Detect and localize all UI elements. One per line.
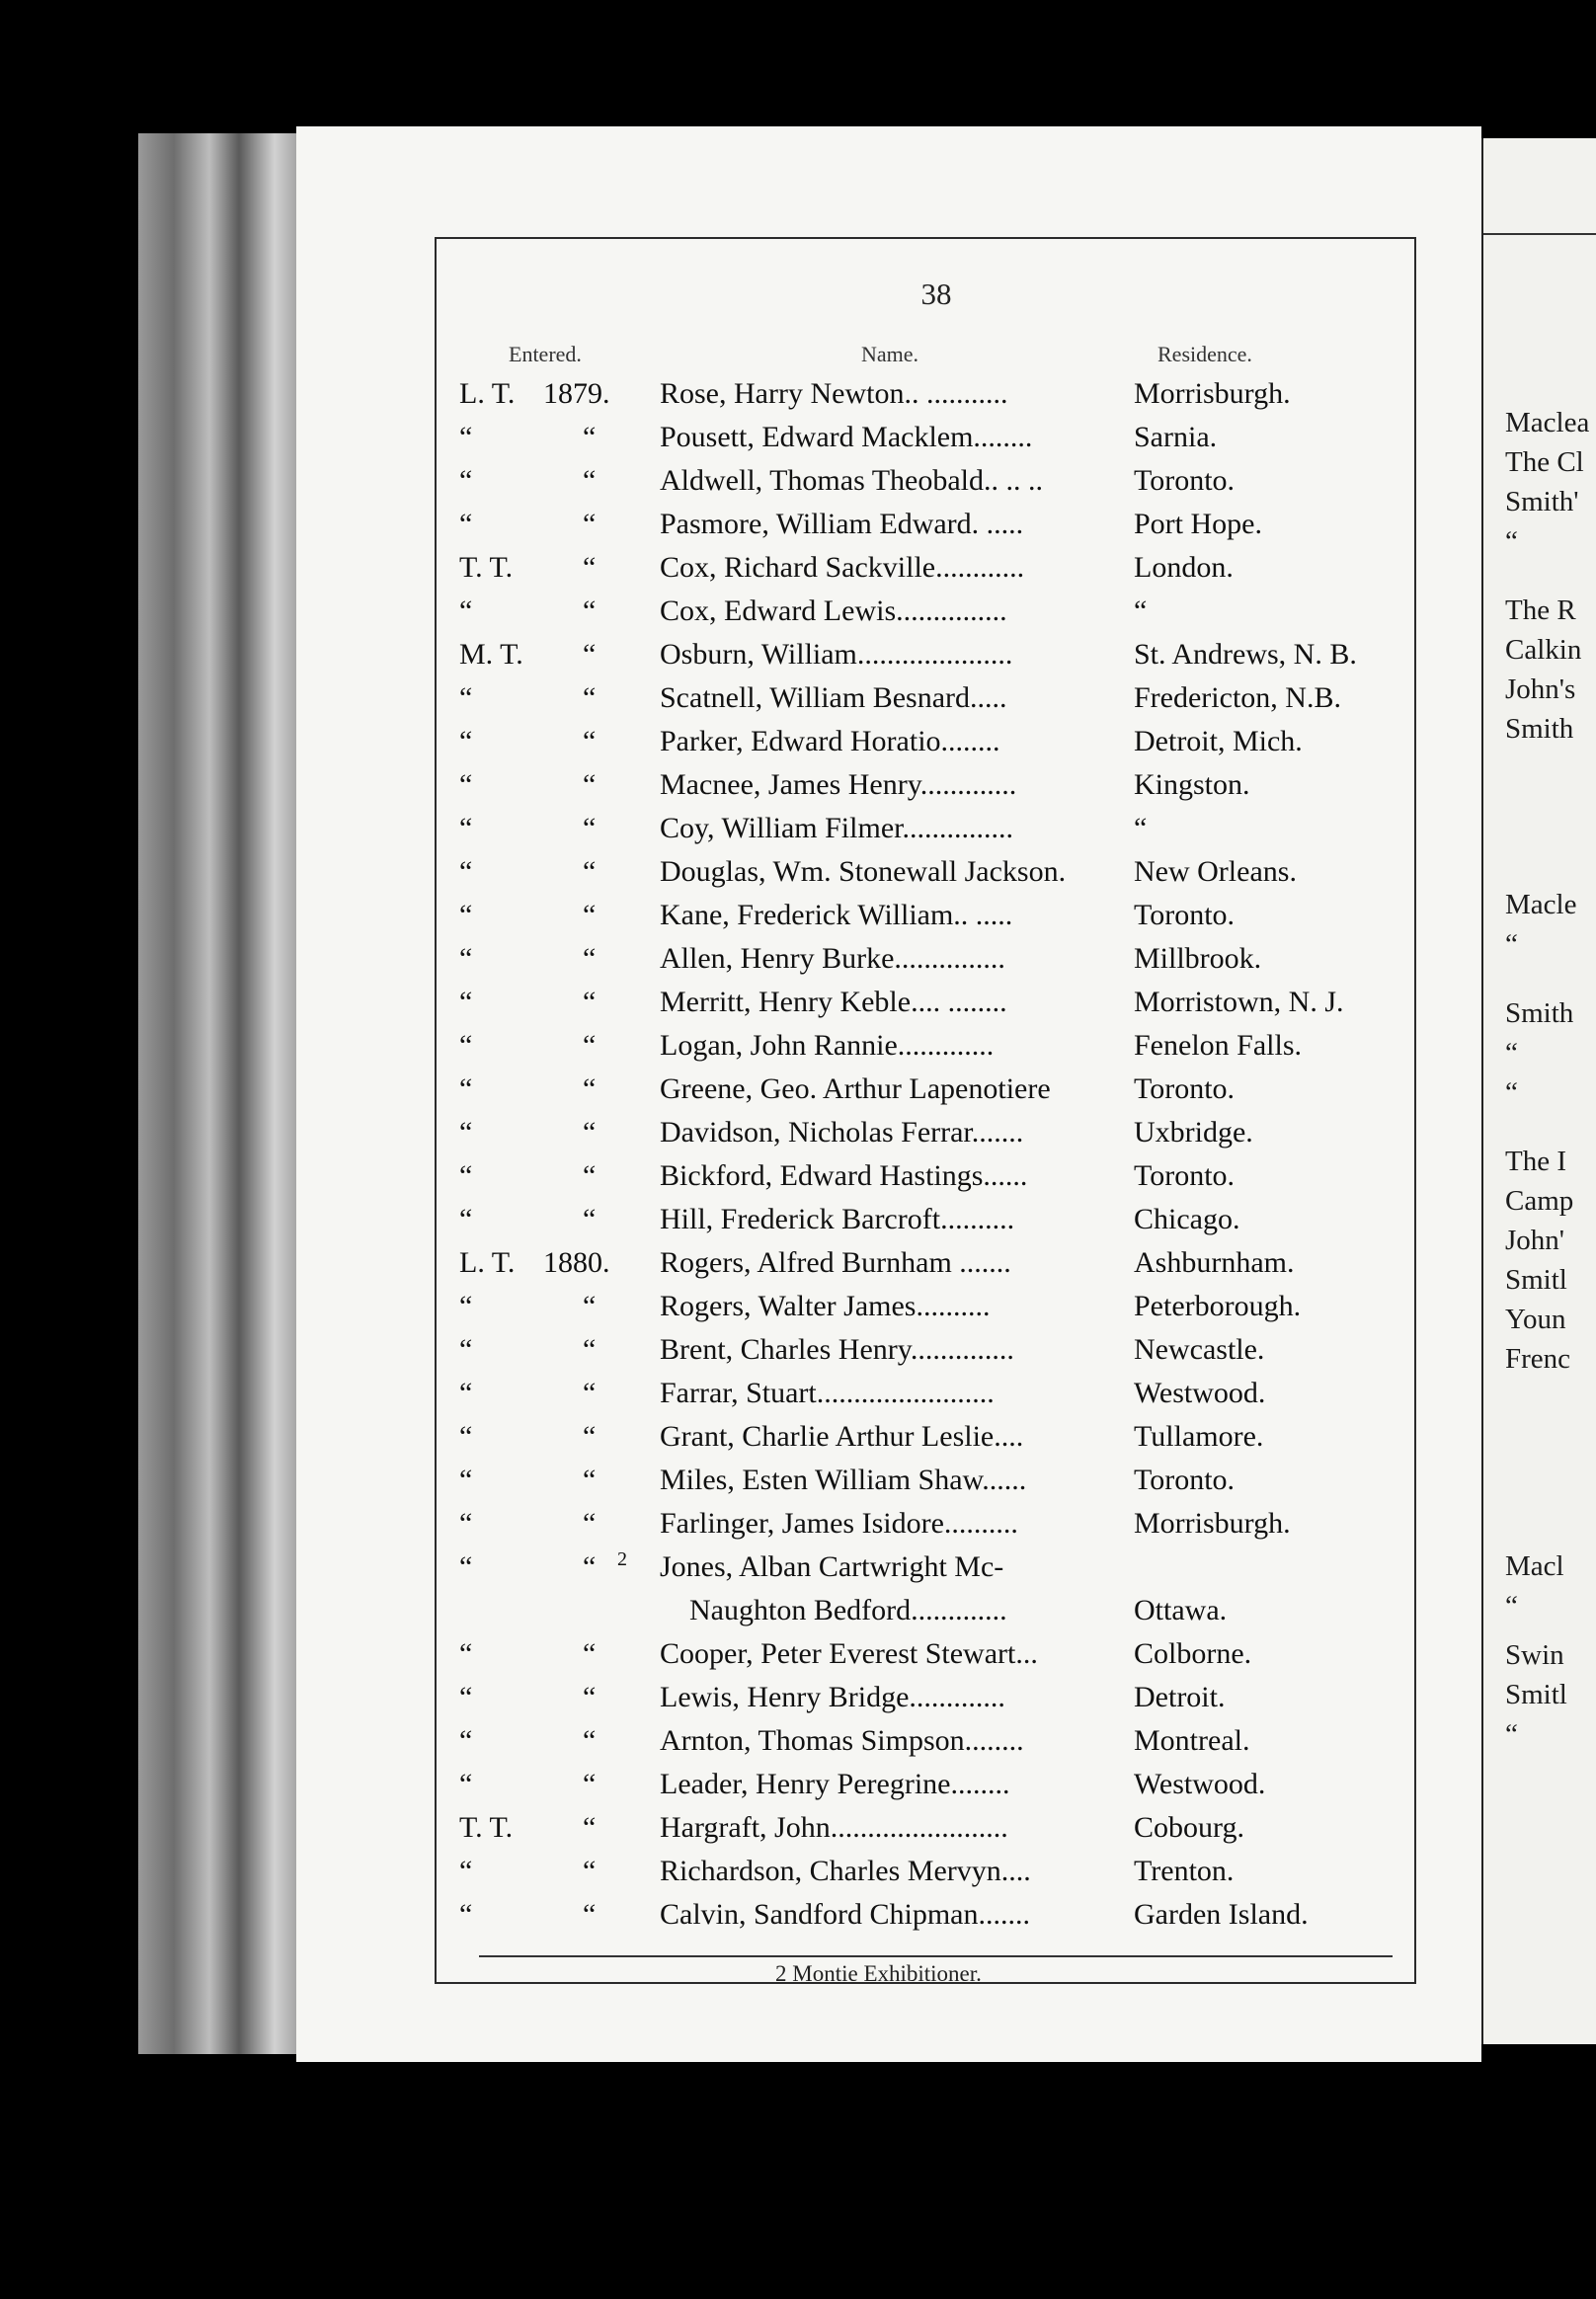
student-name: Arnton, Thomas Simpson........: [660, 1724, 1024, 1757]
student-name: Lewis, Henry Bridge.............: [660, 1681, 1005, 1713]
entered-year: “: [583, 1855, 597, 1887]
residence: Westwood.: [1134, 1768, 1266, 1800]
entered-term: “: [459, 1507, 473, 1540]
residence: Detroit.: [1134, 1681, 1226, 1713]
page-number: 38: [920, 277, 952, 311]
header-residence: Residence.: [1157, 342, 1252, 366]
right-page-line: Camp: [1505, 1185, 1574, 1217]
residence: Westwood.: [1134, 1377, 1266, 1409]
right-page-line: “: [1505, 928, 1518, 960]
entered-year: “: [583, 1377, 597, 1409]
footnote: 2 Montie Exhibitioner.: [775, 1961, 982, 1986]
entered-year: “: [583, 551, 597, 584]
right-page-fragment: [1481, 138, 1596, 2044]
register-row: [435, 1898, 1412, 1942]
student-name: Miles, Esten William Shaw......: [660, 1464, 1027, 1496]
student-name: Bickford, Edward Hastings......: [660, 1159, 1028, 1192]
entered-term: “: [459, 1768, 473, 1800]
right-page-line: Calkin: [1505, 634, 1582, 666]
entered-term: “: [459, 1855, 473, 1887]
residence: Morristown, N. J.: [1134, 986, 1344, 1018]
student-name: Naughton Bedford.............: [689, 1594, 1007, 1626]
register-row: [435, 1290, 1412, 1333]
register-row: [435, 986, 1412, 1029]
entered-year: “: [583, 1072, 597, 1105]
entered-term: “: [459, 1637, 473, 1670]
student-name: Coy, William Filmer...............: [660, 812, 1013, 844]
entered-year: “: [583, 1898, 597, 1931]
student-name: Allen, Henry Burke...............: [660, 942, 1005, 975]
student-name: Grant, Charlie Arthur Leslie....: [660, 1420, 1024, 1453]
student-name: Leader, Henry Peregrine........: [660, 1768, 1010, 1800]
residence: Montreal.: [1134, 1724, 1250, 1757]
register-row: [435, 1116, 1412, 1159]
residence: Ashburnham.: [1134, 1246, 1295, 1279]
entered-year: “: [583, 768, 597, 801]
residence: Peterborough.: [1134, 1290, 1302, 1322]
right-page-line: John's: [1505, 674, 1576, 705]
register-row: [435, 1724, 1412, 1768]
entered-term: “: [459, 595, 473, 627]
register-row: [435, 1464, 1412, 1507]
residence: Chicago.: [1134, 1203, 1240, 1235]
entered-term: “: [459, 1377, 473, 1409]
student-name: Brent, Charles Henry..............: [660, 1333, 1014, 1366]
entered-term: “: [459, 1290, 473, 1322]
entered-term: “: [459, 1724, 473, 1757]
entered-term: M. T.: [459, 638, 523, 671]
register-row: [435, 1246, 1412, 1290]
right-page-rule: [1483, 233, 1596, 235]
residence: “: [1134, 812, 1148, 844]
entered-year: 1880.: [543, 1246, 610, 1279]
register-row: [435, 1768, 1412, 1811]
register-row: [435, 899, 1412, 942]
student-name: Osburn, William.....................: [660, 638, 1013, 671]
residence: Toronto.: [1134, 899, 1236, 931]
entered-term: “: [459, 1550, 473, 1583]
register-row: [435, 1377, 1412, 1420]
entered-year: “: [583, 1811, 597, 1844]
right-page-line: Smith': [1505, 486, 1579, 517]
register-row: [435, 1811, 1412, 1855]
student-name: Farlinger, James Isidore..........: [660, 1507, 1018, 1540]
student-name: Jones, Alban Cartwright Mc-: [660, 1550, 1004, 1583]
entered-year: 1879.: [543, 377, 610, 410]
student-name: Rose, Harry Newton.. ...........: [660, 377, 1008, 410]
entered-term: “: [459, 1420, 473, 1453]
residence: Toronto.: [1134, 1159, 1236, 1192]
footnote-mark: 2: [617, 1548, 627, 1570]
residence: Fredericton, N.B.: [1134, 681, 1341, 714]
register-row: [435, 725, 1412, 768]
entered-term: “: [459, 725, 473, 757]
register-row: [435, 1159, 1412, 1203]
right-page-line: Swin: [1505, 1639, 1564, 1671]
register-row: [435, 551, 1412, 595]
register-row: [435, 1203, 1412, 1246]
entered-term: “: [459, 1116, 473, 1149]
entered-term: “: [459, 942, 473, 975]
student-name: Richardson, Charles Mervyn....: [660, 1855, 1031, 1887]
entered-term: “: [459, 1464, 473, 1496]
residence: Kingston.: [1134, 768, 1250, 801]
student-name: Cooper, Peter Everest Stewart...: [660, 1637, 1038, 1670]
register-row: [435, 638, 1412, 681]
student-name: Calvin, Sandford Chipman.......: [660, 1898, 1030, 1931]
entered-year: “: [583, 1768, 597, 1800]
student-name: Greene, Geo. Arthur Lapenotiere: [660, 1072, 1051, 1105]
entered-year: “: [583, 1116, 597, 1149]
register-row: [435, 1550, 1412, 1594]
student-name: Aldwell, Thomas Theobald.. .. ..: [660, 464, 1044, 497]
residence: Morrisburgh.: [1134, 377, 1291, 410]
entered-year: “: [583, 1724, 597, 1757]
entered-year: “: [583, 1420, 597, 1453]
residence: St. Andrews, N. B.: [1134, 638, 1357, 671]
register-row: [435, 1681, 1412, 1724]
entered-term: “: [459, 812, 473, 844]
register-row: [435, 768, 1412, 812]
register-row: [435, 1855, 1412, 1898]
register-row: [435, 1029, 1412, 1072]
entered-year: “: [583, 681, 597, 714]
register-row: [435, 1333, 1412, 1377]
entered-year: “: [583, 1029, 597, 1062]
register-row: [435, 508, 1412, 551]
entered-term: “: [459, 508, 473, 540]
entered-year: “: [583, 1637, 597, 1670]
entered-year: “: [583, 508, 597, 540]
entered-year: “: [583, 595, 597, 627]
right-page-line: Smitl: [1505, 1264, 1567, 1296]
residence: Fenelon Falls.: [1134, 1029, 1302, 1062]
student-name: Pasmore, William Edward. .....: [660, 508, 1024, 540]
entered-term: T. T.: [459, 551, 514, 584]
residence: Toronto.: [1134, 1464, 1236, 1496]
student-name: Logan, John Rannie.............: [660, 1029, 995, 1062]
residence: Port Hope.: [1134, 508, 1262, 540]
entered-term: “: [459, 681, 473, 714]
entered-year: “: [583, 638, 597, 671]
entered-year: “: [583, 855, 597, 888]
residence: Uxbridge.: [1134, 1116, 1253, 1149]
register-row: [435, 464, 1412, 508]
student-name: Cox, Richard Sackville............: [660, 551, 1025, 584]
right-page-line: Maclea: [1505, 407, 1590, 438]
entered-term: “: [459, 1072, 473, 1105]
register-row: [435, 1507, 1412, 1550]
student-name: Douglas, Wm. Stonewall Jackson.: [660, 855, 1067, 888]
entered-year: “: [583, 1203, 597, 1235]
entered-year: “: [583, 464, 597, 497]
residence: Tullamore.: [1134, 1420, 1264, 1453]
register-row: [435, 681, 1412, 725]
footnote-rule: [479, 1955, 1393, 1957]
student-name: Farrar, Stuart........................: [660, 1377, 995, 1409]
register-row: [435, 595, 1412, 638]
entered-term: “: [459, 986, 473, 1018]
register-row: [435, 377, 1412, 421]
entered-term: “: [459, 1681, 473, 1713]
residence: Trenton.: [1134, 1855, 1235, 1887]
entered-year: “: [583, 1681, 597, 1713]
entered-year: “: [583, 899, 597, 931]
entered-term: “: [459, 1898, 473, 1931]
entered-term: “: [459, 1159, 473, 1192]
entered-year: “: [583, 1507, 597, 1540]
entered-term: “: [459, 421, 473, 453]
entered-term: L. T.: [459, 377, 516, 410]
right-page-line: “: [1505, 1076, 1518, 1108]
register-row: [435, 1420, 1412, 1464]
residence: Newcastle.: [1134, 1333, 1265, 1366]
student-name: Parker, Edward Horatio........: [660, 725, 1000, 757]
right-page-line: “: [1505, 1037, 1518, 1069]
entered-term: “: [459, 1203, 473, 1235]
right-page-line: The I: [1505, 1146, 1566, 1177]
residence: Toronto.: [1134, 1072, 1236, 1105]
right-page-line: John': [1505, 1225, 1565, 1256]
residence: Millbrook.: [1134, 942, 1262, 975]
student-name: Kane, Frederick William.. .....: [660, 899, 1013, 931]
register-row: [435, 421, 1412, 464]
student-name: Merritt, Henry Keble.... ........: [660, 986, 1007, 1018]
entered-year: “: [583, 1333, 597, 1366]
register-row: [435, 855, 1412, 899]
entered-term: “: [459, 1029, 473, 1062]
student-name: Macnee, James Henry.............: [660, 768, 1017, 801]
entered-year: “: [583, 1290, 597, 1322]
entered-year: “: [583, 986, 597, 1018]
right-page-line: “: [1505, 1590, 1518, 1622]
student-name: Pousett, Edward Macklem........: [660, 421, 1033, 453]
entered-term: “: [459, 768, 473, 801]
register-row: [435, 1072, 1412, 1116]
right-page-line: Youn: [1505, 1304, 1566, 1335]
residence: Colborne.: [1134, 1637, 1252, 1670]
header-entered: Entered.: [509, 342, 582, 366]
right-page-line: Macl: [1505, 1550, 1564, 1582]
entered-year: “: [583, 421, 597, 453]
entered-term: “: [459, 1333, 473, 1366]
entered-year: “: [583, 942, 597, 975]
residence: London.: [1134, 551, 1234, 584]
student-name: Scatnell, William Besnard.....: [660, 681, 1007, 714]
right-page-line: The R: [1505, 595, 1576, 626]
residence: Ottawa.: [1134, 1594, 1228, 1626]
entered-year: “: [583, 812, 597, 844]
entered-year: “: [583, 1464, 597, 1496]
entered-term: “: [459, 855, 473, 888]
right-page-line: Smith: [1505, 997, 1574, 1029]
register-row: [435, 1594, 1412, 1637]
register-row: [435, 942, 1412, 986]
entered-term: “: [459, 899, 473, 931]
right-page-line: Smith: [1505, 713, 1574, 745]
residence: Toronto.: [1134, 464, 1236, 497]
right-page-line: The Cl: [1505, 446, 1584, 478]
register-row: [435, 1637, 1412, 1681]
entered-year: “: [583, 725, 597, 757]
residence: Garden Island.: [1134, 1898, 1309, 1931]
residence: Sarnia.: [1134, 421, 1218, 453]
entered-year: “: [583, 1550, 597, 1583]
register-row: [435, 812, 1412, 855]
entered-term: “: [459, 464, 473, 497]
entered-year: “: [583, 1159, 597, 1192]
right-page-line: “: [1505, 525, 1518, 557]
right-page-line: Macle: [1505, 889, 1577, 920]
right-page-line: “: [1505, 1718, 1518, 1750]
student-name: Hargraft, John........................: [660, 1811, 1008, 1844]
student-name: Rogers, Alfred Burnham .......: [660, 1246, 1011, 1279]
student-name: Cox, Edward Lewis...............: [660, 595, 1007, 627]
student-name: Davidson, Nicholas Ferrar.......: [660, 1116, 1024, 1149]
right-page-line: Frenc: [1505, 1343, 1571, 1375]
right-page-line: Smitl: [1505, 1679, 1567, 1710]
residence: Detroit, Mich.: [1134, 725, 1303, 757]
residence: Cobourg.: [1134, 1811, 1244, 1844]
student-name: Rogers, Walter James..........: [660, 1290, 991, 1322]
residence: “: [1134, 595, 1148, 627]
residence: Morrisburgh.: [1134, 1507, 1291, 1540]
student-name: Hill, Frederick Barcroft..........: [660, 1203, 1015, 1235]
entered-term: L. T.: [459, 1246, 516, 1279]
residence: New Orleans.: [1134, 855, 1297, 888]
entered-term: T. T.: [459, 1811, 514, 1844]
header-name: Name.: [861, 342, 919, 366]
